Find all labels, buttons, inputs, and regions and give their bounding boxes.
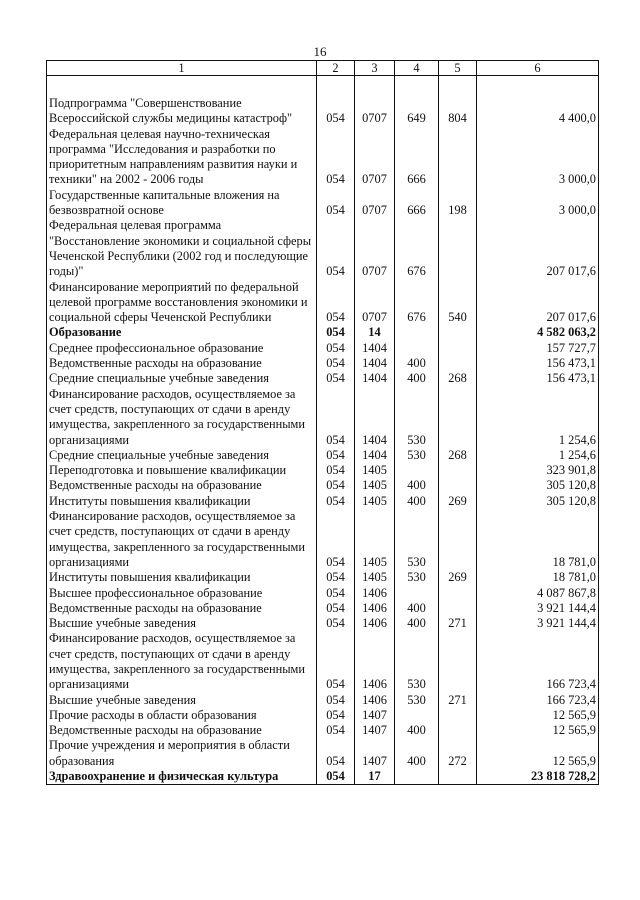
row-code-4-cell: 676 xyxy=(395,218,439,279)
row-name-cell: Переподготовка и повышение квалификации xyxy=(47,463,317,478)
row-code-5-cell: 198 xyxy=(439,188,477,219)
row-amount-cell: 18 781,0 xyxy=(477,509,599,570)
page-number: 16 xyxy=(313,44,327,59)
row-code-3-cell: 1404 xyxy=(355,356,395,371)
row-code-3-cell: 14 xyxy=(355,325,395,340)
row-amount-cell: 4 400,0 xyxy=(477,76,599,127)
row-code-4-cell: 530 xyxy=(395,509,439,570)
row-amount-cell: 4 582 063,2 xyxy=(477,325,599,340)
row-amount-cell: 157 727,7 xyxy=(477,341,599,356)
table-row xyxy=(47,723,599,738)
row-code-2-cell: 054 xyxy=(317,616,355,631)
row-code-3-cell: 0707 xyxy=(355,280,395,326)
row-code-2-cell: 054 xyxy=(317,356,355,371)
row-code-5-cell xyxy=(439,325,477,340)
row-amount-cell: 4 087 867,8 xyxy=(477,586,599,601)
row-name-cell: Федеральная целевая научно-техническая программа "Исследования и разработки по приоритетным направлениям развития науки и техники" на 2002 - 2006 годы xyxy=(47,127,317,188)
row-code-4-cell xyxy=(395,708,439,723)
row-code-5-cell xyxy=(439,218,477,279)
row-name-cell: Высшие учебные заведения xyxy=(47,616,317,631)
row-code-4-cell: 666 xyxy=(395,188,439,219)
row-code-2-cell: 054 xyxy=(317,601,355,616)
row-code-5-cell: 271 xyxy=(439,616,477,631)
row-code-5-cell xyxy=(439,478,477,493)
row-code-5-cell xyxy=(439,631,477,692)
row-amount-cell: 3 000,0 xyxy=(477,188,599,219)
row-code-3-cell: 0707 xyxy=(355,218,395,279)
row-code-2-cell: 054 xyxy=(317,586,355,601)
table-row xyxy=(47,280,599,326)
row-code-2-cell: 054 xyxy=(317,280,355,326)
table-body xyxy=(47,76,599,785)
row-code-5-cell xyxy=(439,586,477,601)
row-name-cell: Высшее профессиональное образование xyxy=(47,586,317,601)
row-code-3-cell: 1405 xyxy=(355,463,395,478)
row-code-2-cell: 054 xyxy=(317,341,355,356)
row-code-4-cell xyxy=(395,586,439,601)
row-code-3-cell: 1407 xyxy=(355,708,395,723)
row-code-4-cell: 530 xyxy=(395,693,439,708)
row-code-3-cell: 1404 xyxy=(355,448,395,463)
row-code-2-cell: 054 xyxy=(317,693,355,708)
row-code-4-cell: 400 xyxy=(395,494,439,509)
row-code-3-cell: 1407 xyxy=(355,738,395,769)
row-code-3-cell: 1406 xyxy=(355,601,395,616)
row-name-cell: Институты повышения квалификации xyxy=(47,570,317,585)
row-code-4-cell: 400 xyxy=(395,616,439,631)
row-code-2-cell: 054 xyxy=(317,708,355,723)
row-code-3-cell: 1404 xyxy=(355,387,395,448)
row-code-4-cell xyxy=(395,341,439,356)
row-code-4-cell xyxy=(395,769,439,785)
table-row xyxy=(47,188,599,219)
row-amount-cell: 207 017,6 xyxy=(477,218,599,279)
row-code-5-cell xyxy=(439,463,477,478)
column-header-5: 5 xyxy=(439,61,477,76)
table-row xyxy=(47,616,599,631)
row-code-2-cell: 054 xyxy=(317,463,355,478)
row-code-5-cell: 268 xyxy=(439,448,477,463)
row-code-4-cell: 649 xyxy=(395,76,439,127)
row-code-2-cell: 054 xyxy=(317,570,355,585)
table-row xyxy=(47,76,599,127)
row-amount-cell: 207 017,6 xyxy=(477,280,599,326)
row-name-cell: Финансирование мероприятий по федеральной целевой программе восстановления экономики и социальной сферы Чеченской Республики xyxy=(47,280,317,326)
row-code-4-cell: 400 xyxy=(395,723,439,738)
table-row xyxy=(47,463,599,478)
row-amount-cell: 305 120,8 xyxy=(477,494,599,509)
row-amount-cell: 323 901,8 xyxy=(477,463,599,478)
row-amount-cell: 1 254,6 xyxy=(477,387,599,448)
row-code-5-cell: 272 xyxy=(439,738,477,769)
row-code-3-cell: 1405 xyxy=(355,478,395,493)
column-header-1: 1 xyxy=(47,61,317,76)
table-row xyxy=(47,693,599,708)
row-code-2-cell: 054 xyxy=(317,494,355,509)
table-row xyxy=(47,570,599,585)
row-amount-cell: 12 565,9 xyxy=(477,708,599,723)
table-row xyxy=(47,708,599,723)
row-amount-cell: 305 120,8 xyxy=(477,478,599,493)
row-name-cell: Финансирование расходов, осуществляемое за счет средств, поступающих от сдачи в аренду имущества, закрепленного за государственными организациями xyxy=(47,631,317,692)
budget-table xyxy=(46,60,599,785)
row-name-cell: Ведомственные расходы на образование xyxy=(47,356,317,371)
row-code-2-cell: 054 xyxy=(317,448,355,463)
row-code-5-cell xyxy=(439,708,477,723)
row-code-3-cell: 1405 xyxy=(355,494,395,509)
row-name-cell: Прочие расходы в области образования xyxy=(47,708,317,723)
row-code-2-cell: 054 xyxy=(317,188,355,219)
row-name-cell: Институты повышения квалификации xyxy=(47,494,317,509)
row-code-3-cell: 0707 xyxy=(355,76,395,127)
table-row xyxy=(47,356,599,371)
table-header-row xyxy=(47,61,599,76)
row-code-4-cell: 530 xyxy=(395,631,439,692)
row-code-4-cell: 530 xyxy=(395,570,439,585)
row-name-cell: Средние специальные учебные заведения xyxy=(47,448,317,463)
row-amount-cell: 23 818 728,2 xyxy=(477,769,599,785)
row-code-5-cell xyxy=(439,356,477,371)
row-code-2-cell: 054 xyxy=(317,387,355,448)
row-code-4-cell: 666 xyxy=(395,127,439,188)
table-row xyxy=(47,341,599,356)
row-code-5-cell xyxy=(439,509,477,570)
row-code-5-cell xyxy=(439,723,477,738)
row-code-5-cell xyxy=(439,601,477,616)
table-row xyxy=(47,601,599,616)
row-name-cell: Высшие учебные заведения xyxy=(47,693,317,708)
row-code-4-cell: 530 xyxy=(395,387,439,448)
row-amount-cell: 3 000,0 xyxy=(477,127,599,188)
row-code-3-cell: 0707 xyxy=(355,188,395,219)
row-name-cell: Ведомственные расходы на образование xyxy=(47,601,317,616)
row-code-3-cell: 1404 xyxy=(355,341,395,356)
row-code-2-cell: 054 xyxy=(317,769,355,785)
row-code-3-cell: 1406 xyxy=(355,693,395,708)
table-row xyxy=(47,127,599,188)
row-amount-cell: 12 565,9 xyxy=(477,738,599,769)
table-row xyxy=(47,631,599,692)
row-amount-cell: 3 921 144,4 xyxy=(477,616,599,631)
row-amount-cell: 166 723,4 xyxy=(477,631,599,692)
row-name-cell: Ведомственные расходы на образование xyxy=(47,723,317,738)
row-code-3-cell: 1405 xyxy=(355,570,395,585)
column-header-6: 6 xyxy=(477,61,599,76)
row-code-5-cell xyxy=(439,769,477,785)
table-row xyxy=(47,478,599,493)
table-row xyxy=(47,371,599,386)
table-row xyxy=(47,218,599,279)
row-name-cell: Здравоохранение и физическая культура xyxy=(47,769,317,785)
table-row xyxy=(47,325,599,340)
row-code-4-cell xyxy=(395,325,439,340)
row-code-2-cell: 054 xyxy=(317,371,355,386)
row-code-2-cell: 054 xyxy=(317,325,355,340)
row-code-5-cell: 268 xyxy=(439,371,477,386)
row-amount-cell: 156 473,1 xyxy=(477,356,599,371)
row-code-3-cell: 1406 xyxy=(355,631,395,692)
row-code-4-cell: 400 xyxy=(395,356,439,371)
row-code-5-cell: 269 xyxy=(439,494,477,509)
row-code-4-cell: 400 xyxy=(395,371,439,386)
row-name-cell: Прочие учреждения и мероприятия в области образования xyxy=(47,738,317,769)
row-name-cell: Государственные капитальные вложения на безвозвратной основе xyxy=(47,188,317,219)
row-code-3-cell: 1407 xyxy=(355,723,395,738)
table-row xyxy=(47,738,599,769)
row-code-2-cell: 054 xyxy=(317,723,355,738)
row-amount-cell: 166 723,4 xyxy=(477,693,599,708)
row-name-cell: Финансирование расходов, осуществляемое за счет средств, поступающих от сдачи в аренду имущества, закрепленного за государственными организациями xyxy=(47,509,317,570)
row-code-5-cell xyxy=(439,387,477,448)
row-name-cell: Федеральная целевая программа "Восстановление экономики и социальной сферы Чеченской Республики (2002 год и последующие годы)" xyxy=(47,218,317,279)
row-name-cell: Финансирование расходов, осуществляемое за счет средств, поступающих от сдачи в аренду имущества, закрепленного за государственными организациями xyxy=(47,387,317,448)
row-code-4-cell: 400 xyxy=(395,601,439,616)
row-amount-cell: 1 254,6 xyxy=(477,448,599,463)
row-code-3-cell: 17 xyxy=(355,769,395,785)
table-row xyxy=(47,494,599,509)
row-code-2-cell: 054 xyxy=(317,478,355,493)
row-code-2-cell: 054 xyxy=(317,127,355,188)
column-header-3: 3 xyxy=(355,61,395,76)
row-code-2-cell: 054 xyxy=(317,738,355,769)
row-code-4-cell: 676 xyxy=(395,280,439,326)
table-row xyxy=(47,387,599,448)
row-code-2-cell: 054 xyxy=(317,631,355,692)
row-code-5-cell: 271 xyxy=(439,693,477,708)
table-row xyxy=(47,586,599,601)
row-name-cell: Подпрограмма "Совершенствование Всероссийской службы медицины катастроф" xyxy=(47,76,317,127)
row-code-2-cell: 054 xyxy=(317,509,355,570)
row-code-5-cell: 804 xyxy=(439,76,477,127)
row-code-4-cell: 530 xyxy=(395,448,439,463)
row-name-cell: Средние специальные учебные заведения xyxy=(47,371,317,386)
row-code-4-cell: 400 xyxy=(395,738,439,769)
row-code-2-cell: 054 xyxy=(317,218,355,279)
row-code-2-cell: 054 xyxy=(317,76,355,127)
row-amount-cell: 3 921 144,4 xyxy=(477,601,599,616)
column-header-4: 4 xyxy=(395,61,439,76)
column-header-2: 2 xyxy=(317,61,355,76)
row-amount-cell: 12 565,9 xyxy=(477,723,599,738)
table-row xyxy=(47,509,599,570)
row-name-cell: Ведомственные расходы на образование xyxy=(47,478,317,493)
row-code-4-cell: 400 xyxy=(395,478,439,493)
row-name-cell: Образование xyxy=(47,325,317,340)
row-code-5-cell xyxy=(439,127,477,188)
row-amount-cell: 18 781,0 xyxy=(477,570,599,585)
row-code-5-cell xyxy=(439,341,477,356)
row-amount-cell: 156 473,1 xyxy=(477,371,599,386)
row-code-5-cell: 269 xyxy=(439,570,477,585)
row-code-3-cell: 1405 xyxy=(355,509,395,570)
table-row xyxy=(47,769,599,785)
table-row xyxy=(47,448,599,463)
row-code-4-cell xyxy=(395,463,439,478)
row-code-5-cell: 540 xyxy=(439,280,477,326)
row-code-3-cell: 1406 xyxy=(355,616,395,631)
row-code-3-cell: 1406 xyxy=(355,586,395,601)
row-name-cell: Среднее профессиональное образование xyxy=(47,341,317,356)
row-code-3-cell: 1404 xyxy=(355,371,395,386)
row-code-3-cell: 0707 xyxy=(355,127,395,188)
